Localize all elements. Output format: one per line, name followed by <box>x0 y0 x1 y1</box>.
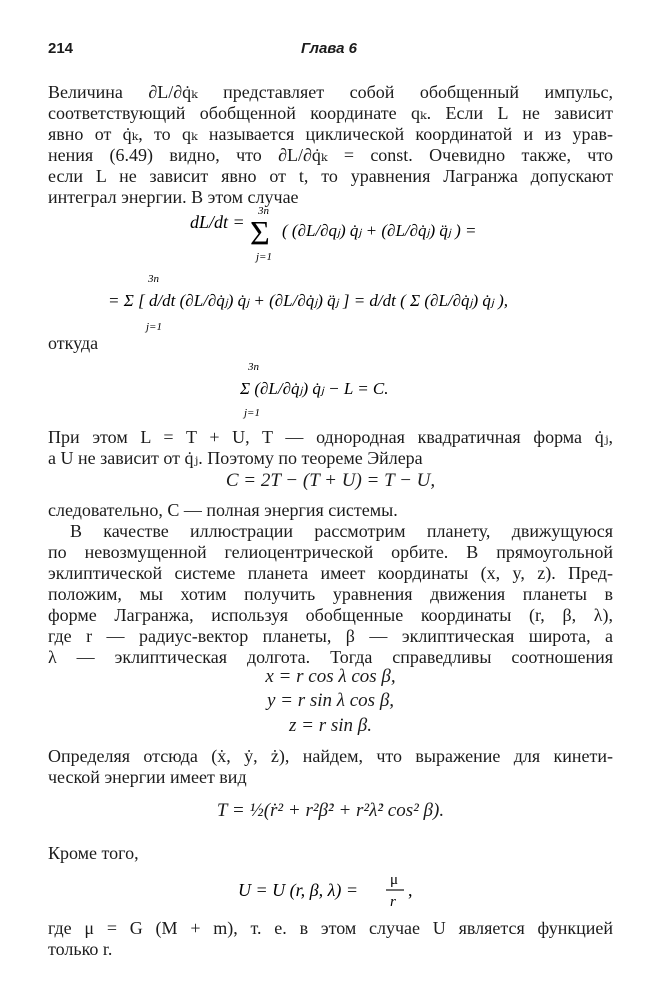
running-head: Глава 6 <box>300 40 358 57</box>
paragraph-7 <box>48 918 613 960</box>
equation-5a: x = r cos λ cos β, <box>265 666 396 687</box>
text-line: явно от q̇ₖ, то qₖ называется циклической координатой и из урав- <box>48 124 613 144</box>
eq2-body: = Σ [ d/dt (∂L/∂q̇ⱼ) q̇ⱼ + (∂L/∂q̇ⱼ) q̈ⱼ ] = d/dt ( Σ (∂L/∂q̇ⱼ) q̇ⱼ ), <box>108 291 509 310</box>
eq1-sum-bottom: j=1 <box>256 251 272 263</box>
eq7-lhs: U = U (r, β, λ) = <box>238 880 359 900</box>
eq1-sum-top: 3n <box>258 205 269 217</box>
text-line: где μ = G (M + m), т. е. в этом случае U является функцией <box>48 918 613 938</box>
text-line: следовательно, C — полная энергия системы. <box>48 500 398 520</box>
text-line: ческой энергии имеет вид <box>48 767 247 787</box>
text-line: положим, мы хотим получить уравнения движения планеты в <box>48 584 613 604</box>
text-line: по невозмущенной гелиоцентрической орбите. В прямоугольной <box>48 542 613 562</box>
eq3-sum-top: 3n <box>248 361 259 373</box>
text-line: Кроме того, <box>48 843 139 863</box>
paragraph-1 <box>48 82 613 208</box>
eq7-tail: , <box>408 880 413 900</box>
eq3-body: Σ (∂L/∂q̇ⱼ) q̇ⱼ − L = C. <box>240 379 389 398</box>
equation-7 <box>238 868 438 914</box>
equation-2 <box>108 270 568 340</box>
equation-1 <box>190 200 480 270</box>
eq3-sum-bottom: j=1 <box>244 407 260 419</box>
text-line: нения (6.49) видно, что ∂L/∂q̇ₖ = const. Очевидно также, что <box>48 145 613 165</box>
paragraph-5 <box>48 746 613 788</box>
equation-4: C = 2T − (T + U) = T − U, <box>225 470 436 491</box>
text-line: только r. <box>48 939 113 959</box>
text-line: где r — радиус-вектор планеты, β — эклиптическая широта, а <box>48 626 613 646</box>
eq2-sum-top: 3n <box>148 273 159 285</box>
text-line: Определяя отсюда (ẋ, ẏ, ż), найдем, что выражение для кинети- <box>48 746 613 766</box>
paragraph-3 <box>48 500 613 521</box>
text-line: При этом L = T + U, T — однородная квадратичная форма q̇ⱼ, <box>48 427 613 447</box>
eq1-sigma: Σ <box>250 215 270 252</box>
equation-3 <box>240 358 460 426</box>
text-line: Величина ∂L/∂q̇ₖ представляет собой обобщенный импульс, <box>48 82 613 102</box>
paragraph-2 <box>48 427 613 469</box>
text-line: форме Лагранжа, используя обобщенные координаты (r, β, λ), <box>48 605 613 625</box>
eq7-numerator: μ <box>390 872 399 888</box>
equation-6: T = ½(ṙ² + r²β̇² + r²λ̇² cos² β). <box>216 800 445 821</box>
text-line: эклиптической системе планета имеет координаты (x, y, z). Пред- <box>48 563 613 583</box>
text-line: λ — эклиптическая долгота. Тогда справедливы соотношения <box>48 647 613 667</box>
eq2-sum-bottom: j=1 <box>146 321 162 333</box>
text-line: если L не зависит явно от t, то уравнения Лагранжа допускают <box>48 166 613 186</box>
text-line: откуда <box>48 333 99 353</box>
equation-5c: z = r sin β. <box>289 715 372 736</box>
paragraph-4 <box>48 521 613 668</box>
text-line: соответствующий обобщенной координате qₖ. Если L не зависит <box>48 103 613 123</box>
eq1-lhs: dL/dt = <box>190 212 245 232</box>
text-line: интеграл энергии. В этом случае <box>48 187 299 207</box>
page-number: 214 <box>48 40 74 57</box>
paragraph-6 <box>48 843 613 864</box>
word-otkuda <box>48 333 613 354</box>
page-header <box>48 40 610 64</box>
eq7-denominator: r <box>390 894 396 910</box>
text-line: а U не зависит от q̇ⱼ. Поэтому по теореме Эйлера <box>48 448 423 468</box>
text-line: В качестве иллюстрации рассмотрим планету, движущуюся <box>70 521 613 541</box>
eq1-body: ( (∂L/∂qⱼ) q̇ⱼ + (∂L/∂q̇ⱼ) q̈ⱼ ) = <box>282 221 477 240</box>
equation-5b: y = r sin λ cos β, <box>266 690 395 711</box>
